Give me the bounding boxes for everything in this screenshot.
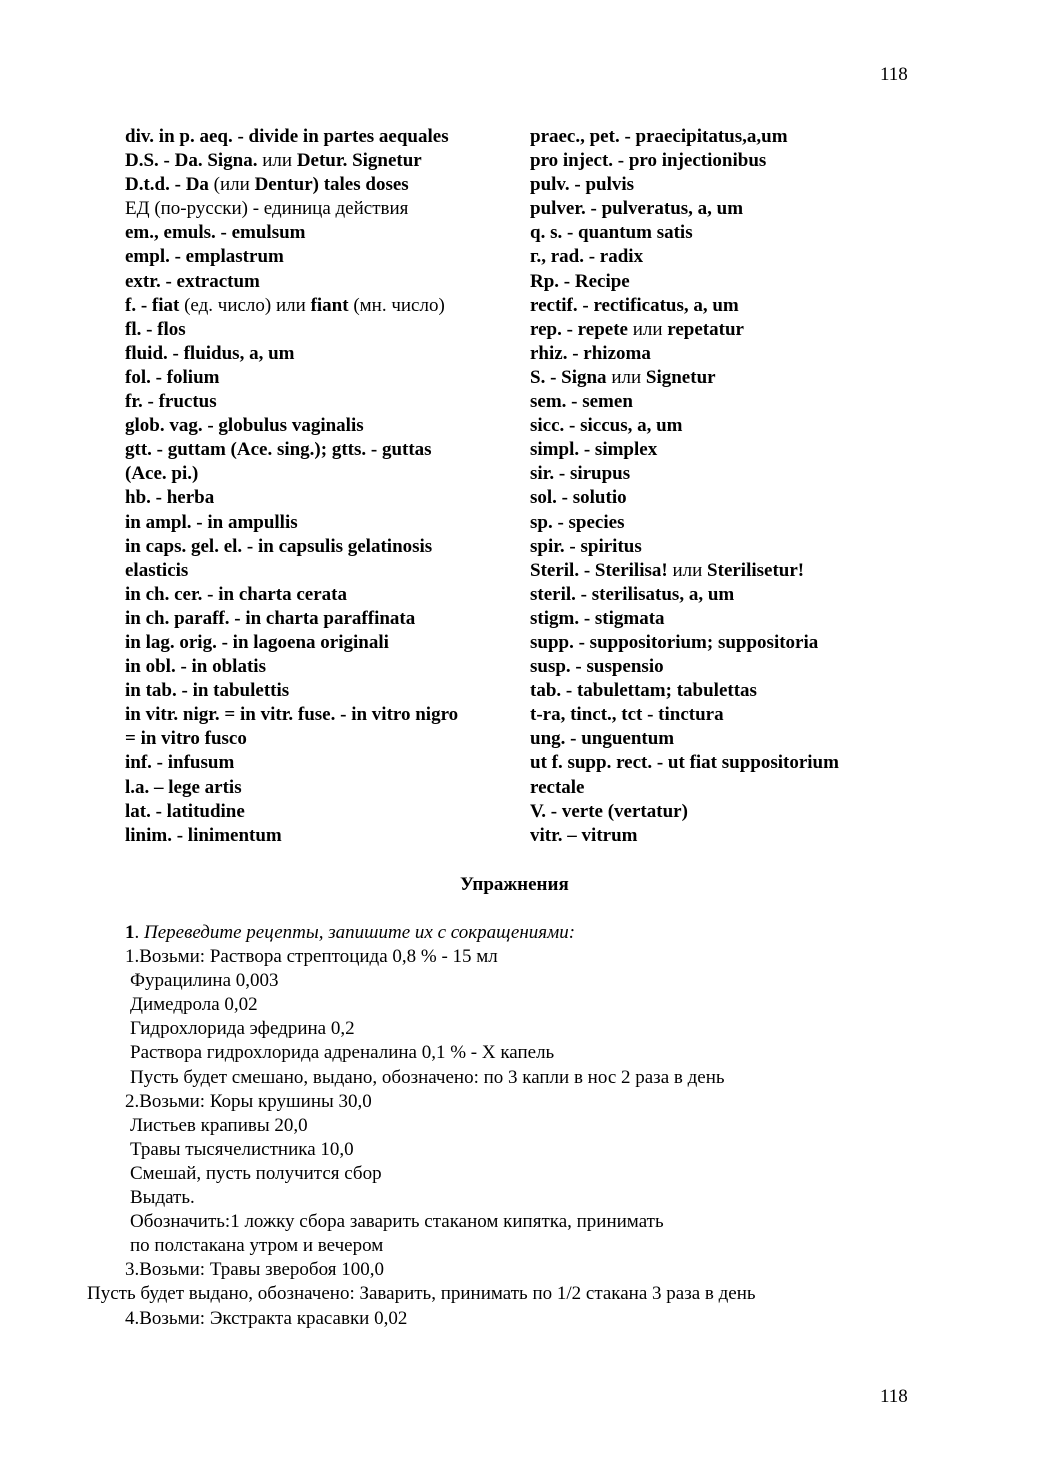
exercise-line: Смешай, пусть получится сбор: [130, 1162, 382, 1184]
abbreviation-text: sem. - semen: [530, 391, 633, 413]
abbreviation-entry: [530, 245, 930, 269]
abbreviation-text: repetatur: [667, 318, 744, 340]
abbreviations-left-column: [125, 125, 520, 848]
exercise-line: 1.Возьми: Раствора стрептоцида 0,8 % - 15 мл: [125, 946, 498, 968]
abbreviation-entry: [125, 559, 520, 583]
abbreviation-text: in ch. cer. - in charta cerata: [125, 583, 347, 605]
abbreviation-text: stigm. - stigmata: [530, 607, 665, 629]
abbreviation-entry: [530, 366, 930, 390]
abbreviation-text: Dentur) tales doses: [254, 174, 409, 196]
abbreviation-entry: [530, 703, 930, 727]
abbreviation-entry: [530, 727, 930, 751]
abbreviation-text: D.S. - Da. Signa.: [125, 150, 263, 172]
abbreviation-entry: [125, 366, 520, 390]
abbreviation-entry: [125, 824, 520, 848]
abbreviation-text: sp. - species: [530, 511, 625, 533]
abbreviation-entry: [125, 727, 520, 751]
abbreviation-entry: [125, 655, 520, 679]
abbreviation-entry: [530, 125, 930, 149]
abbreviation-entry: [125, 318, 520, 342]
exercise-number: 1: [125, 922, 135, 943]
exercise-line: 2.Возьми: Коры крушины 30,0: [125, 1090, 372, 1112]
abbreviation-text: D.t.d. - Da: [125, 174, 214, 196]
exercise-instruction: Переведите рецепты, запишите их с сокращениями:: [144, 922, 576, 943]
page-number-top: 118: [880, 64, 908, 85]
abbreviation-text: praec., pet. - praecipitatus,a,um: [530, 126, 788, 147]
abbreviation-entry: [530, 270, 930, 294]
abbreviation-text: Signetur: [645, 366, 716, 388]
abbreviation-text: elasticis: [125, 559, 189, 581]
abbreviation-entry: [125, 607, 520, 631]
abbreviation-text: V. - verte (vertatur): [530, 800, 688, 822]
abbreviation-text: q. s. - quantum satis: [530, 222, 693, 244]
abbreviation-entry: [125, 221, 520, 245]
exercise-line: 4.Возьми: Экстракта красавки 0,02: [125, 1307, 408, 1329]
abbreviation-text: ЕД (по-русски) - единица действия: [125, 198, 409, 220]
exercise-line: Листьев крапивы 20,0: [130, 1114, 308, 1136]
abbreviation-text: rectif. - rectificatus, a, um: [530, 294, 739, 316]
abbreviation-text: in ch. paraff. - in charta paraffinata: [125, 607, 416, 629]
exercise-line: Пусть будет выдано, обозначено: Заварить, принимать по 1/2 стакана 3 раза в день: [87, 1283, 756, 1305]
exercise-line: по полстакана утром и вечером: [130, 1235, 384, 1257]
abbreviation-text: ut f. supp. rect. - ut fiat suppositorium: [530, 752, 839, 774]
abbreviation-text: pulver. - pulveratus, a, um: [530, 198, 744, 220]
abbreviation-text: ung. - unguentum: [530, 728, 675, 750]
exercise-line: Обозначить:1 ложку сбора заварить стаканом кипятка, принимать: [130, 1211, 664, 1233]
abbreviation-text: in vitr. nigr. = in vitr. fuse. - in vitro nigro: [125, 704, 459, 726]
abbreviation-text: S. - Signa: [530, 366, 612, 388]
abbreviation-text: t-ra, tinct., tct - tinctura: [530, 704, 724, 726]
abbreviation-text: f. - fiat: [125, 294, 185, 316]
abbreviation-text: in ampl. - in ampullis: [125, 511, 298, 533]
abbreviation-text: rep. - repete: [530, 318, 633, 340]
exercise-line: Фурацилина 0,003: [130, 970, 279, 992]
abbreviation-entry: [530, 462, 930, 486]
abbreviation-text: linim. - linimentum: [125, 824, 282, 846]
abbreviation-entry: [125, 197, 520, 221]
abbreviation-text: div. in p. aeq. - divide in partes aequales: [125, 126, 449, 147]
abbreviation-text: vitr. – vitrum: [530, 824, 638, 846]
exercise-line: Раствора гидрохлорида адреналина 0,1 % - X капель: [130, 1042, 555, 1064]
abbreviation-entry: [125, 125, 520, 149]
abbreviation-text: em., emuls. - emulsum: [125, 222, 306, 244]
abbreviation-text: in obl. - in oblatis: [125, 656, 266, 678]
abbreviation-text: rectale: [530, 776, 585, 798]
abbreviation-text: fluid. - fluidus, a, um: [125, 342, 295, 364]
abbreviation-entry: [530, 824, 930, 848]
abbreviation-text: supp. - suppositorium; suppositoria: [530, 631, 819, 653]
abbreviation-entry: [125, 776, 520, 800]
abbreviation-text: (или: [213, 174, 255, 196]
abbreviation-entry: [125, 342, 520, 366]
abbreviation-entry: [530, 197, 930, 221]
abbreviation-text: Detur. Signetur: [296, 150, 422, 172]
abbreviation-entry: [125, 294, 520, 318]
abbreviation-entry: [125, 535, 520, 559]
abbreviation-text: или: [672, 559, 708, 581]
abbreviation-entry: [530, 800, 930, 824]
abbreviation-entry: [125, 390, 520, 414]
abbreviation-text: l.a. – lege artis: [125, 776, 242, 798]
abbreviation-text: Steril. - Sterilisa!: [530, 559, 673, 581]
abbreviation-entry: [530, 486, 930, 510]
abbreviation-entry: [530, 173, 930, 197]
page-number-bottom: 118: [880, 1386, 908, 1407]
abbreviation-text: Rp. - Recipe: [530, 270, 630, 292]
exercise-line: Пусть будет смешано, выдано, обозначено: по 3 капли в нос 2 раза в день: [130, 1066, 725, 1088]
abbreviation-text: sicc. - siccus, a, um: [530, 415, 683, 437]
abbreviation-entry: [125, 800, 520, 824]
abbreviation-entry: [530, 655, 930, 679]
abbreviation-text: lat. - latitudine: [125, 800, 245, 822]
abbreviation-entry: [530, 438, 930, 462]
abbreviation-text: sol. - solutio: [530, 487, 627, 509]
abbreviation-text: gtt. - guttam (Ace. sing.); gtts. - guttas: [125, 439, 432, 461]
abbreviation-text: empl. - emplastrum: [125, 246, 284, 268]
abbreviation-entry: [530, 414, 930, 438]
abbreviation-text: in tab. - in tabulettis: [125, 680, 290, 702]
abbreviation-text: glob. vag. - globulus vaginalis: [125, 415, 364, 437]
abbreviation-text: extr. - extractum: [125, 270, 260, 292]
abbreviation-entry: [530, 559, 930, 583]
section-heading: Упражнения: [460, 874, 569, 895]
exercise-line: 3.Возьми: Травы зверобоя 100,0: [125, 1259, 384, 1281]
abbreviation-text: simpl. - simplex: [530, 439, 658, 461]
abbreviation-entry: [125, 751, 520, 775]
abbreviation-entry: [125, 703, 520, 727]
exercise-instruction-line: 1. Переведите рецепты, запишите их с сокращениями:: [125, 922, 576, 943]
abbreviation-text: fol. - folium: [125, 366, 220, 388]
abbreviation-text: sir. - sirupus: [530, 463, 631, 485]
abbreviation-text: fr. - fructus: [125, 391, 217, 413]
abbreviation-entry: [530, 511, 930, 535]
abbreviation-entry: [530, 631, 930, 655]
abbreviation-text: in lag. orig. - in lagoena originali: [125, 631, 389, 653]
abbreviation-entry: [125, 583, 520, 607]
abbreviation-entry: [530, 390, 930, 414]
abbreviation-entry: [125, 511, 520, 535]
abbreviation-text: или: [611, 366, 646, 388]
abbreviation-text: fiant: [310, 294, 354, 316]
abbreviation-text: spir. - spiritus: [530, 535, 642, 557]
abbreviation-entry: [125, 486, 520, 510]
exercise-line: Димедрола 0,02: [130, 994, 258, 1016]
abbreviation-text: steril. - sterilisatus, a, um: [530, 583, 735, 605]
abbreviation-text: (ед. число) или: [184, 294, 311, 316]
abbreviation-text: Sterilisetur!: [707, 559, 805, 581]
abbreviations-right-column: [530, 125, 930, 848]
abbreviation-text: rhiz. - rhizoma: [530, 342, 651, 364]
abbreviation-entry: [530, 342, 930, 366]
abbreviation-entry: [530, 751, 930, 775]
abbreviation-entry: [530, 221, 930, 245]
exercise-line: Выдать.: [130, 1187, 195, 1209]
abbreviation-entry: [125, 438, 520, 462]
exercise-block: [0, 921, 1039, 1331]
abbreviation-entry: [125, 173, 520, 197]
exercise-lines: [0, 945, 1039, 1331]
exercise-line: Гидрохлорида эфедрина 0,2: [130, 1018, 355, 1040]
abbreviation-entry: [530, 535, 930, 559]
abbreviation-text: fl. - flos: [125, 318, 186, 340]
abbreviation-text: (Ace. pi.): [125, 463, 199, 485]
abbreviation-text: г., rad. - radix: [530, 246, 644, 268]
abbreviation-entry: [530, 318, 930, 342]
abbreviation-entry: [125, 149, 520, 173]
abbreviation-entry: [530, 294, 930, 318]
abbreviation-text: или: [632, 318, 668, 340]
abbreviation-entry: [125, 631, 520, 655]
abbreviation-entry: [125, 414, 520, 438]
abbreviation-text: hb. - herba: [125, 487, 215, 509]
abbreviation-text: pro inject. - pro injectionibus: [530, 150, 767, 172]
abbreviation-text: = in vitro fusco: [125, 728, 247, 750]
abbreviation-entry: [530, 149, 930, 173]
abbreviation-entry: [125, 462, 520, 486]
abbreviation-entry: [125, 679, 520, 703]
abbreviation-entry: [530, 607, 930, 631]
abbreviation-entry: [530, 776, 930, 800]
abbreviation-entry: [530, 583, 930, 607]
exercise-line: Травы тысячелистника 10,0: [130, 1138, 354, 1160]
abbreviation-text: (мн. число): [353, 294, 445, 316]
abbreviation-text: или: [262, 150, 297, 172]
abbreviation-entry: [125, 270, 520, 294]
abbreviation-text: susp. - suspensio: [530, 656, 664, 678]
abbreviation-entry: [530, 679, 930, 703]
abbreviation-text: in caps. gel. el. - in capsulis gelatinosis: [125, 535, 433, 557]
abbreviation-text: inf. - infusum: [125, 752, 235, 774]
abbreviation-text: tab. - tabulettam; tabulettas: [530, 680, 757, 702]
abbreviation-entry: [125, 245, 520, 269]
abbreviation-text: pulv. - pulvis: [530, 174, 635, 196]
